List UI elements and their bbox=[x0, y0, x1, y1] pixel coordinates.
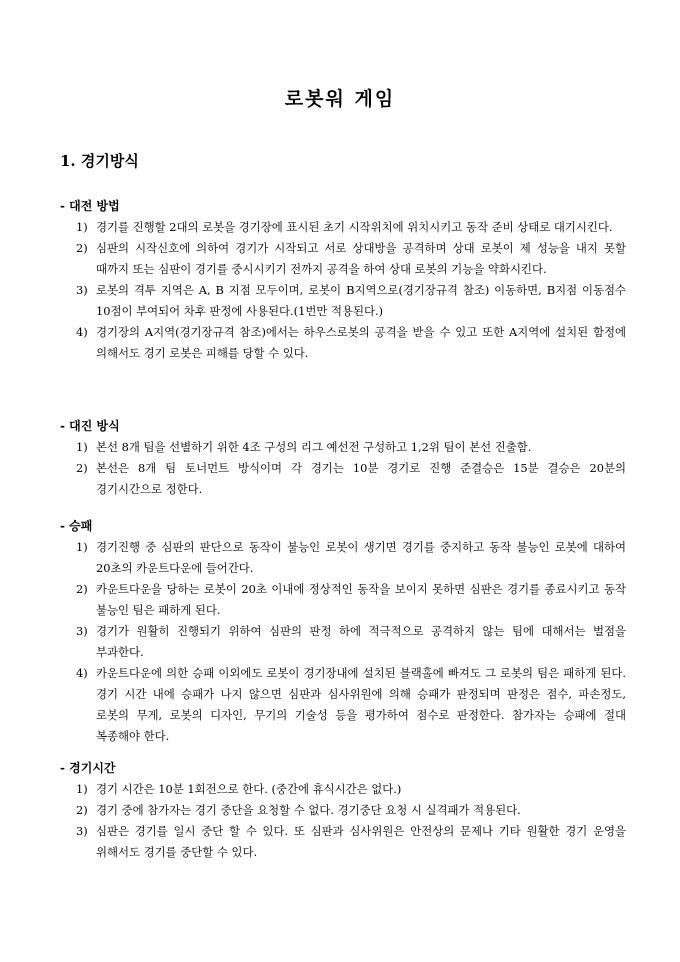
item-text: 카운트다운에 의한 승패 이외에도 로봇이 경기장내에 설치된 블랙홀에 빠져도 그 로봇의 팀은 패하게 된다. 경기 시간 내에 승패가 나지 않으면 심판과 심사위원에 의해 승패가 판정되며 판정은 점수, 파손정도, 로봇의 무게, 로봇의 디자인, 무기의 기술성 등을 평가하여 점수로 판정한다. 참가자는 승패에 절대 복종해야 한다. bbox=[96, 666, 626, 743]
list-item bbox=[60, 437, 626, 458]
item-number: 2) bbox=[76, 582, 88, 596]
section-match-method bbox=[60, 195, 626, 364]
item-list bbox=[60, 537, 626, 747]
list-item bbox=[60, 458, 626, 500]
list-item bbox=[60, 280, 626, 322]
item-text: 로봇의 격투 지역은 A, B 지점 모두이며, 로봇이 B지역으로(경기장규격 참조) 이동하면, B지점 이동점수 10점이 부여되어 차후 판정에 사용된다.(1번만 적용된다.) bbox=[96, 283, 626, 318]
item-number: 3) bbox=[76, 283, 88, 297]
item-text: 경기를 진행할 2대의 로봇을 경기장에 표시된 초기 시작위치에 위치시키고 동작 준비 상태로 대기시킨다. bbox=[96, 220, 613, 234]
item-number: 1) bbox=[76, 782, 88, 796]
item-text: 카운트다운을 당하는 로봇이 20초 이내에 정상적인 동작을 보이지 못하면 심판은 경기를 종료시키고 동작 불능인 팀은 패하게 된다. bbox=[96, 582, 626, 617]
list-item bbox=[60, 821, 626, 863]
item-text: 경기진행 중 심판의 판단으로 동작이 불능인 로봇이 생기면 경기를 중지하고 동작 불능인 로봇에 대하여 20초의 카운트다운에 들어간다. bbox=[96, 540, 626, 575]
subsection-heading: - 승패 bbox=[60, 519, 93, 533]
list-item bbox=[60, 663, 626, 747]
item-text: 경기장의 A지역(경기장규격 참조)에서는 하우스로봇의 공격을 받을 수 있고 또한 A지역에 설치된 함정에 의해서도 경기 로봇은 피해를 당할 수 있다. bbox=[96, 325, 626, 360]
item-text: 경기 중에 참가자는 경기 중단을 요청할 수 없다. 경기중단 요청 시 실격패가 적용된다. bbox=[96, 803, 521, 817]
item-number: 2) bbox=[76, 241, 88, 255]
item-text: 경기 시간은 10분 1회전으로 한다. (중간에 휴식시간은 없다.) bbox=[96, 782, 402, 796]
section-win-loss bbox=[60, 515, 626, 747]
item-number: 1) bbox=[76, 220, 88, 234]
list-item bbox=[60, 217, 626, 238]
list-item bbox=[60, 779, 626, 800]
subsection-heading: - 대전 방법 bbox=[60, 199, 120, 213]
subsection-heading: - 경기시간 bbox=[60, 761, 116, 775]
item-text: 경기가 원활히 진행되기 위하여 심판의 판정 하에 적극적으로 공격하지 않는 팀에 대해서는 벌점을 부과한다. bbox=[96, 624, 626, 659]
item-number: 2) bbox=[76, 461, 88, 475]
item-number: 1) bbox=[76, 440, 88, 454]
list-item bbox=[60, 537, 626, 579]
item-text: 심판은 경기를 일시 중단 할 수 있다. 또 심판과 심사위원은 안전상의 문제나 기타 원활한 경기 운영을 위해서도 경기를 중단할 수 있다. bbox=[96, 824, 626, 859]
item-text: 심판의 시작신호에 의하여 경기가 시작되고 서로 상대방을 공격하며 상대 로봇이 제 성능을 내지 못할 때까지 또는 심판이 경기를 중시시키기 전까지 공격을 하여 상대 로봇의 기능을 약화시킨다. bbox=[96, 241, 626, 276]
item-list bbox=[60, 217, 626, 364]
item-list bbox=[60, 437, 626, 500]
document-title: 로봇워 게임 bbox=[284, 88, 396, 110]
list-item bbox=[60, 238, 626, 280]
item-text: 본선은 8개 팀 토너먼트 방식이며 각 경기는 10분 경기로 진행 준결승은 15분 결승은 20분의 경기시간으로 정한다. bbox=[96, 461, 626, 496]
item-text: 본선 8개 팀을 선별하기 위한 4조 구성의 리그 예선전 구성하고 1,2위 팀이 본선 진출함. bbox=[96, 440, 532, 454]
list-item bbox=[60, 800, 626, 821]
section-heading: 1. 경기방식 bbox=[60, 152, 139, 170]
item-list bbox=[60, 779, 626, 863]
item-number: 4) bbox=[76, 666, 88, 680]
item-number: 2) bbox=[76, 803, 88, 817]
section-bracket-method bbox=[60, 415, 626, 500]
item-number: 3) bbox=[76, 824, 88, 838]
list-item bbox=[60, 621, 626, 663]
subsection-heading: - 대진 방식 bbox=[60, 419, 120, 433]
section-match-time bbox=[60, 757, 626, 863]
list-item bbox=[60, 322, 626, 364]
item-number: 3) bbox=[76, 624, 88, 638]
item-number: 1) bbox=[76, 540, 88, 554]
list-item bbox=[60, 579, 626, 621]
item-number: 4) bbox=[76, 325, 88, 339]
